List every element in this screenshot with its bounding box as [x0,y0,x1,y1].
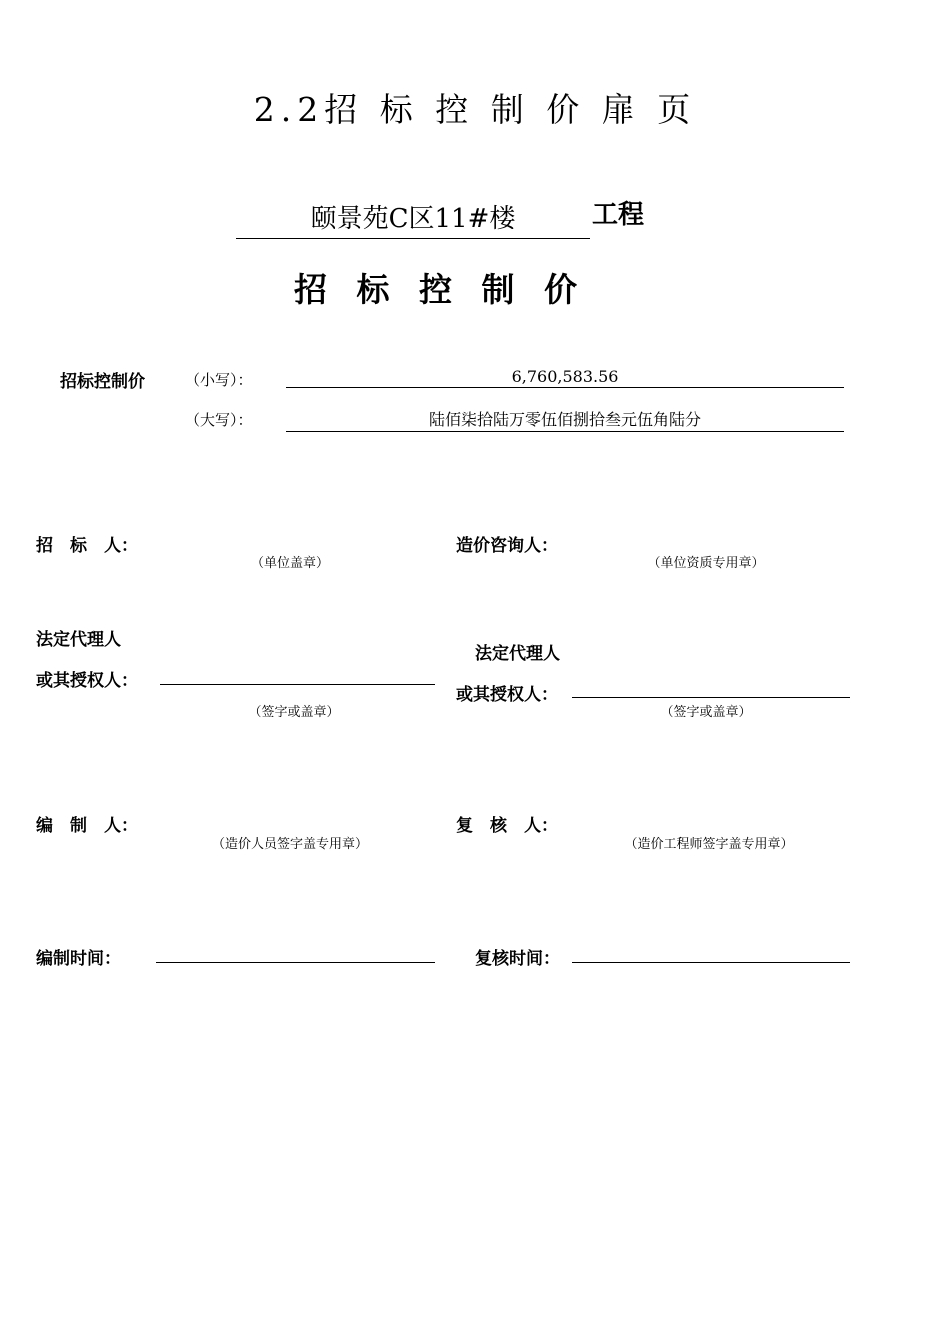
project-suffix: 工程 [592,200,645,230]
reviewer-label: 复 核 人： [456,816,558,836]
right-legal-rep-label-line1: 法定代理人 [475,644,560,664]
price-label: 招标控制价 [60,372,145,392]
main-title: 招 标 控 制 价 [294,270,586,309]
left-legal-rep-signature-line [160,684,435,685]
uppercase-label: （大写）： [185,411,253,429]
page-title: 2.2招 标 控 制 价 扉 页 [253,90,697,129]
compiler-stamp-note: （造价人员签字盖专用章） [211,837,368,852]
compiler-label: 编 制 人： [36,816,138,836]
compile-time-label: 编制时间： [36,949,121,969]
left-legal-rep-stamp-note: （签字或盖章） [248,705,340,720]
reviewer-stamp-note: （造价工程师签字盖专用章） [624,837,794,852]
uppercase-value-field: 陆佰柒拾陆万零伍佰捌拾叁元伍角陆分 [286,407,844,432]
consultant-label: 造价咨询人： [456,536,558,556]
right-legal-rep-stamp-note: （签字或盖章） [660,705,752,720]
review-time-label: 复核时间： [475,949,560,969]
tenderer-stamp-note: （单位盖章） [250,556,329,571]
consultant-stamp-note: （单位资质专用章） [647,556,765,571]
left-legal-rep-label-line2: 或其授权人： [36,671,138,691]
lowercase-label: （小写）： [185,371,253,389]
compile-time-line [156,962,435,963]
lowercase-value-field: 6,760,583.56 [286,367,844,388]
left-legal-rep-label-line1: 法定代理人 [36,630,121,650]
review-time-line [572,962,850,963]
right-legal-rep-label-line2: 或其授权人： [456,685,558,705]
tenderer-label: 招 标 人： [36,536,138,556]
right-legal-rep-signature-line [572,697,850,698]
project-name: 颐景苑C区11#楼 [236,198,590,239]
